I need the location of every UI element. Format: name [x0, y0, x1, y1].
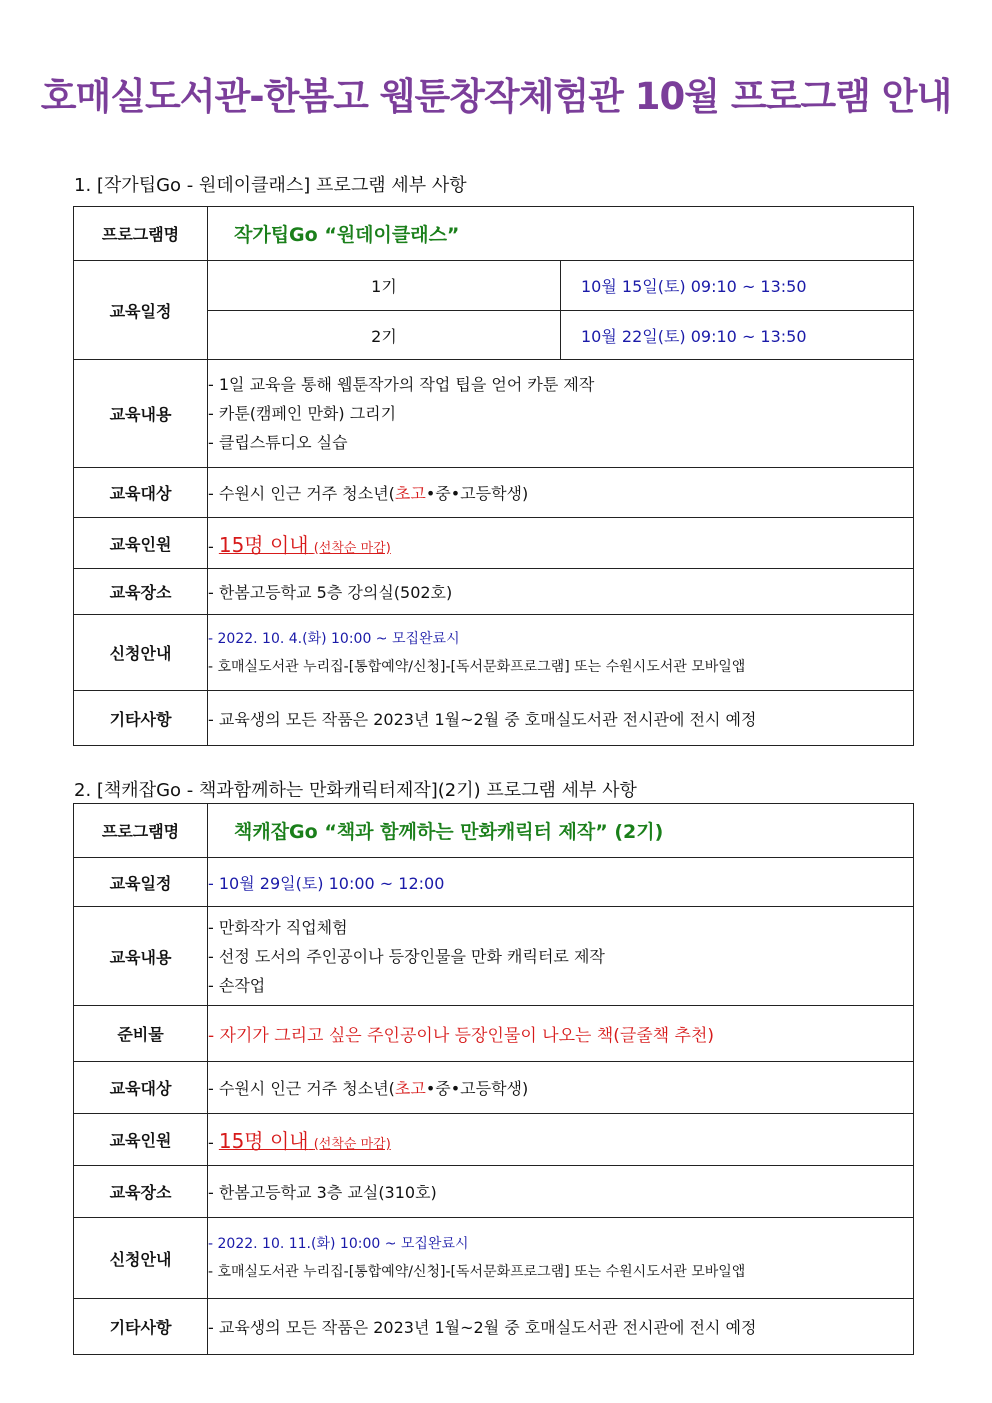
count-value: 15명 이내 — [218, 532, 309, 557]
label-place: 교육장소 — [74, 569, 208, 615]
label-target: 교육대상 — [74, 468, 208, 518]
label-content: 교육내용 — [74, 360, 208, 468]
row-place — [74, 1166, 914, 1218]
content-line: - 카툰(캠페인 만화) 그리기 — [208, 404, 397, 423]
row-etc — [74, 1299, 914, 1355]
program-name: 작가팁Go “원데이클래스” — [234, 224, 460, 246]
row-etc — [74, 691, 914, 746]
session-1-label: 1기 — [208, 261, 561, 311]
row-prep — [74, 1006, 914, 1062]
label-content: 교육내용 — [74, 907, 208, 1006]
section-1-heading: 1. [작가팁Go - 원데이클래스] 프로그램 세부 사항 — [74, 175, 467, 196]
page-title: 호매실도서관-한봄고 웹툰창작체험관 10월 프로그램 안내 — [40, 75, 952, 118]
section-1-table — [73, 206, 914, 746]
section-2-table — [73, 803, 914, 1355]
apply-period: - 2022. 10. 4.(화) 10:00 ~ 모집완료시 — [208, 630, 460, 647]
target-text-end: •중•고등학생) — [425, 484, 529, 503]
section-2-heading: 2. [책캐잡Go - 책과함께하는 만화캐릭터제작](2기) 프로그램 세부 사항 — [74, 780, 637, 801]
label-apply: 신청안내 — [74, 1218, 208, 1299]
etc-text: - 교육생의 모든 작품은 2023년 1월~2월 중 호매실도서관 전시관에 전시 예정 — [208, 691, 914, 746]
label-place: 교육장소 — [74, 1166, 208, 1218]
row-place — [74, 569, 914, 615]
apply-method: - 호매실도서관 누리집-[통합예약/신청]-[독서문화프로그램] 또는 수원시도서관 모바일앱 — [208, 1264, 746, 1280]
row-count — [74, 1114, 914, 1166]
row-count — [74, 518, 914, 569]
content-line: - 1일 교육을 통해 웹툰작가의 작업 팁을 얻어 카툰 제작 — [208, 375, 595, 394]
row-program-name — [74, 804, 914, 858]
session-1-date: 10월 15일(토) 09:10 ~ 13:50 — [561, 261, 914, 311]
label-program-name: 프로그램명 — [74, 804, 208, 858]
target-text: - 수원시 인근 거주 청소년( — [208, 484, 395, 503]
label-etc: 기타사항 — [74, 1299, 208, 1355]
row-apply — [74, 615, 914, 691]
content-line: - 손작업 — [208, 975, 266, 995]
place-text: - 한봄고등학교 5층 강의실(502호) — [208, 569, 914, 615]
content-line: - 만화작가 직업체험 — [208, 917, 348, 937]
content-line: - 선정 도서의 주인공이나 등장인물을 만화 캐릭터로 제작 — [208, 946, 605, 966]
count-dash: - — [208, 536, 219, 556]
count-value: 15명 이내 — [218, 1129, 309, 1153]
target-highlight: 초고 — [394, 484, 426, 503]
session-2-label: 2기 — [208, 311, 561, 360]
label-apply: 신청안내 — [74, 615, 208, 691]
apply-method: - 호매실도서관 누리집-[통합예약/신청]-[독서문화프로그램] 또는 수원시도서관 모바일앱 — [208, 658, 746, 675]
program-name: 책캐잡Go “책과 함께하는 만화캐릭터 제작” (2기) — [234, 821, 664, 843]
target-text: - 수원시 인근 거주 청소년( — [208, 1079, 395, 1098]
row-content — [74, 360, 914, 468]
label-etc: 기타사항 — [74, 691, 208, 746]
label-target: 교육대상 — [74, 1062, 208, 1114]
label-count: 교육인원 — [74, 1114, 208, 1166]
label-program-name: 프로그램명 — [74, 207, 208, 261]
etc-text: - 교육생의 모든 작품은 2023년 1월~2월 중 호매실도서관 전시관에 전시 예정 — [208, 1299, 914, 1355]
label-count: 교육인원 — [74, 518, 208, 569]
row-schedule — [74, 858, 914, 907]
row-apply — [74, 1218, 914, 1299]
row-schedule-1 — [74, 261, 914, 311]
target-highlight: 초고 — [394, 1079, 426, 1098]
place-text: - 한봄고등학교 3층 교실(310호) — [208, 1166, 914, 1218]
label-prep: 준비물 — [74, 1006, 208, 1062]
prep-text: - 자기가 그리고 싶은 주인공이나 등장인물이 나오는 책(글줄책 추천) — [208, 1006, 914, 1062]
session-2-date: 10월 22일(토) 09:10 ~ 13:50 — [561, 311, 914, 360]
apply-period: - 2022. 10. 11.(화) 10:00 ~ 모집완료시 — [208, 1236, 469, 1252]
label-schedule: 교육일정 — [74, 261, 208, 360]
target-text-end: •중•고등학생) — [425, 1079, 529, 1098]
schedule-date: - 10월 29일(토) 10:00 ~ 12:00 — [208, 858, 914, 907]
count-note: (선착순 마감) — [313, 540, 391, 556]
count-dash: - — [208, 1133, 219, 1152]
row-target — [74, 1062, 914, 1114]
content-line: - 클립스튜디오 실습 — [208, 433, 348, 452]
row-program-name — [74, 207, 914, 261]
row-target — [74, 468, 914, 518]
count-note: (선착순 마감) — [313, 1137, 391, 1152]
label-schedule: 교육일정 — [74, 858, 208, 907]
row-content — [74, 907, 914, 1006]
